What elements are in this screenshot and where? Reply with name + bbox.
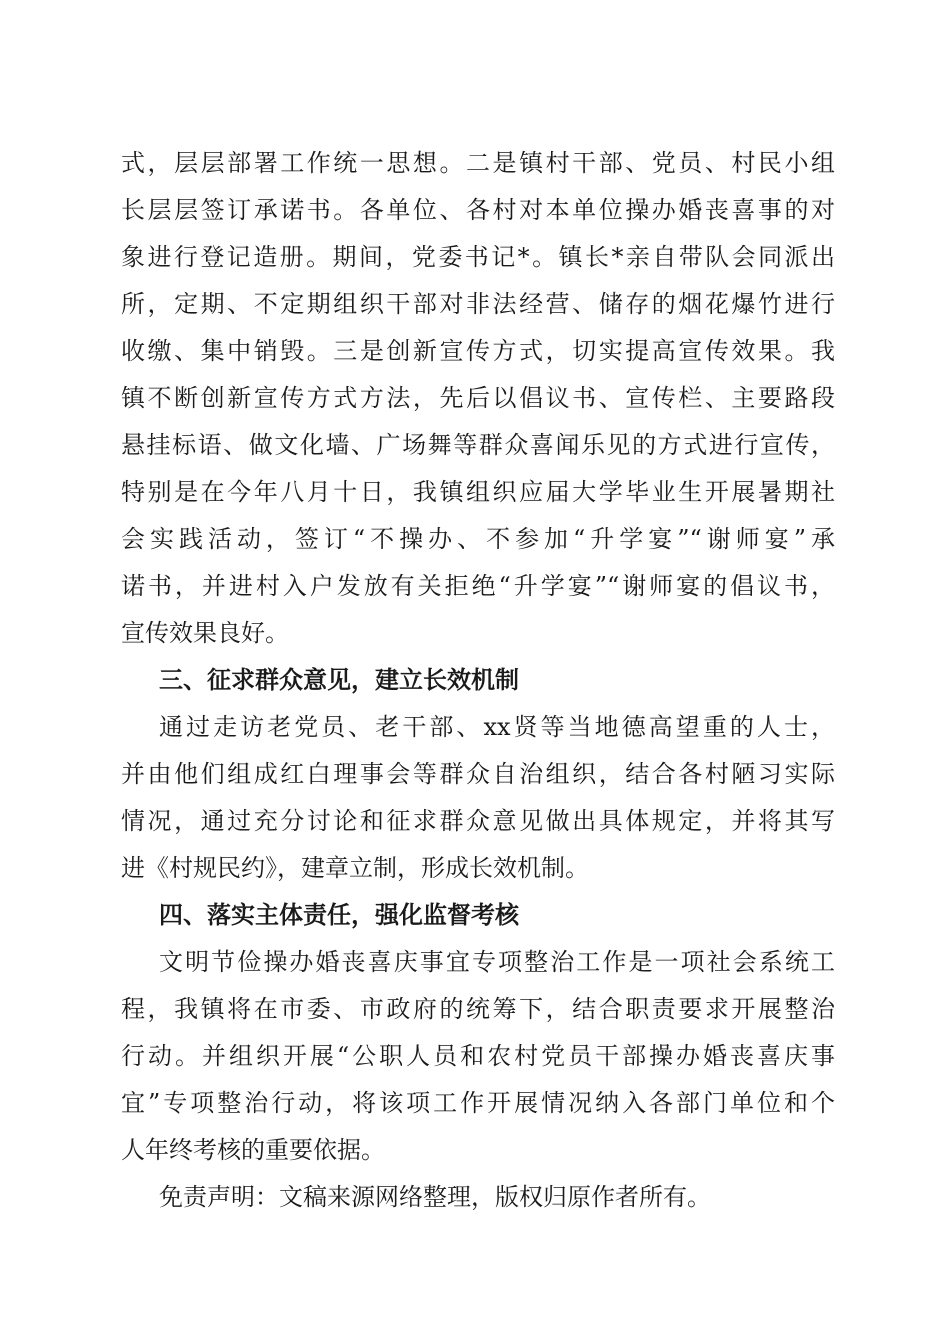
text-line: 情况，通过充分讨论和征求群众意见做出具体规定，并将其写: [121, 807, 835, 835]
text-line: 程，我镇将在市委、市政府的统筹下，结合职责要求开展整治: [121, 995, 835, 1023]
text-line: 镇不断创新宣传方式方法，先后以倡议书、宣传栏、主要路段: [121, 384, 835, 412]
text-line: 诺书，并进村入户发放有关拒绝“升学宴”“谢师宴的倡议书，: [121, 572, 835, 600]
text-line: 并由他们组成红白理事会等群众自治组织，结合各村陋习实际: [121, 760, 835, 788]
paragraph-responsibility: [121, 939, 835, 1174]
text-line: 通过走访老党员、老干部、xx贤等当地德高望重的人士，: [159, 713, 835, 741]
section-heading-4: 四、落实主体责任，强化监督考核: [159, 901, 519, 929]
paragraph-publicity: [121, 140, 835, 657]
text-line: 进《村规民约》，建章立制，形成长效机制。: [121, 854, 589, 882]
text-line: 文明节俭操办婚丧喜庆事宜专项整治工作是一项社会系统工: [159, 948, 835, 976]
text-line: 行动。并组织开展“公职人员和农村党员干部操办婚丧喜庆事: [121, 1042, 835, 1070]
text-line: 宜”专项整治行动，将该项工作开展情况纳入各部门单位和个: [121, 1089, 835, 1117]
paragraph-opinions: [121, 704, 835, 892]
text-line: 长层层签订承诺书。各单位、各村对本单位操办婚丧喜事的对: [121, 196, 835, 224]
text-line: 人年终考核的重要依据。: [121, 1136, 385, 1164]
disclaimer: 免责声明：文稿来源网络整理，版权归原作者所有。: [159, 1183, 711, 1211]
text-line: 收缴、集中销毁。三是创新宣传方式，切实提高宣传效果。我: [121, 337, 835, 365]
text-line: 所，定期、不定期组织干部对非法经营、储存的烟花爆竹进行: [121, 290, 835, 318]
text-line: 象进行登记造册。期间，党委书记*。镇长*亲自带队会同派出: [121, 243, 835, 271]
text-line: 会实践活动，签订“不操办、不参加“升学宴”“谢师宴”承: [121, 525, 835, 553]
text-line: 宣传效果良好。: [121, 619, 289, 647]
text-line: 特别是在今年八月十日，我镇组织应届大学毕业生开展暑期社: [121, 478, 835, 506]
text-line: 式，层层部署工作统一思想。二是镇村干部、党员、村民小组: [121, 149, 835, 177]
document-body: [121, 140, 835, 1221]
text-line: 悬挂标语、做文化墙、广场舞等群众喜闻乐见的方式进行宣传，: [121, 431, 835, 459]
section-heading-3: 三、征求群众意见，建立长效机制: [159, 666, 519, 694]
